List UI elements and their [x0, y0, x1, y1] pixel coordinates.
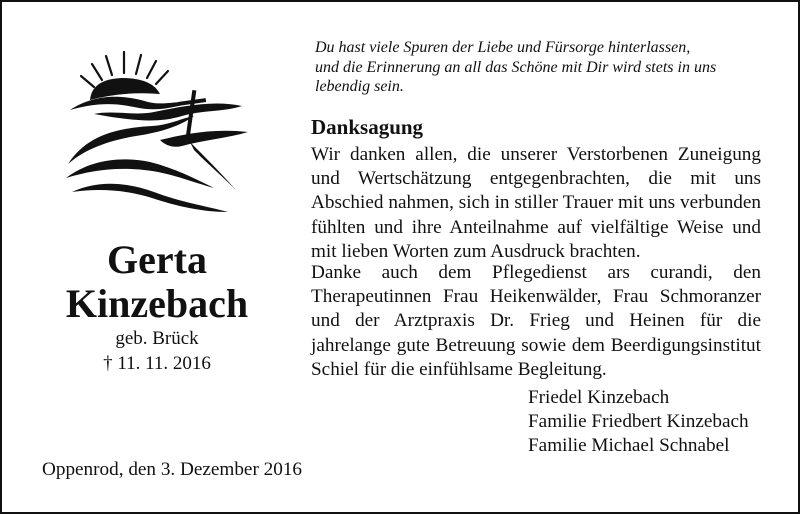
place-and-date: Oppenrod, den 3. Dezember 2016 — [42, 459, 303, 480]
signers-list — [528, 386, 749, 458]
death-date: † 11. 11. 2016 — [103, 353, 211, 374]
thanks-paragraph: Wir danken allen, die unserer Verstorbenen Zuneigung und Wertschätzung entgegenbrachten, die mit uns Abschied nahmen, sich in stiller Trauer mit uns verbunden fühlten und ihre Anteilnahme auf vielfältige Weise und mit lieben Worten zum Ausdruck brachten. — [311, 144, 761, 262]
deceased-last-name: Kinzebach — [65, 281, 249, 326]
quote-line: lebendig sein. — [315, 78, 404, 96]
signer-name: Familie Friedbert Kinzebach — [528, 411, 749, 432]
thanks-paragraph: Danke auch dem Pflegedienst ars curandi, den Therapeutinnen Frau Heikenwälder, Frau Schmoranzer und der Arztpraxis Dr. Frieg und Heinen für die jahrelange gute Betreuung sowie dem Beerdigungsinstitut Schiel für die einfühlsame Begleitung. — [311, 262, 761, 380]
birth-name: geb. Brück — [115, 328, 199, 349]
sunset-hills-cross-icon — [64, 46, 254, 218]
quote-line: Du hast viele Spuren der Liebe und Fürsorge hinterlassen, — [315, 39, 691, 56]
quote-line: und die Erinnerung an all das Schöne mit Dir wird stets in uns — [315, 58, 717, 76]
memorial-quote — [315, 38, 785, 97]
deceased-first-name: Gerta — [107, 237, 207, 282]
thanks-heading: Danksagung — [311, 115, 424, 139]
signer-name: Familie Michael Schnabel — [528, 435, 730, 456]
signer-name: Friedel Kinzebach — [528, 387, 670, 408]
